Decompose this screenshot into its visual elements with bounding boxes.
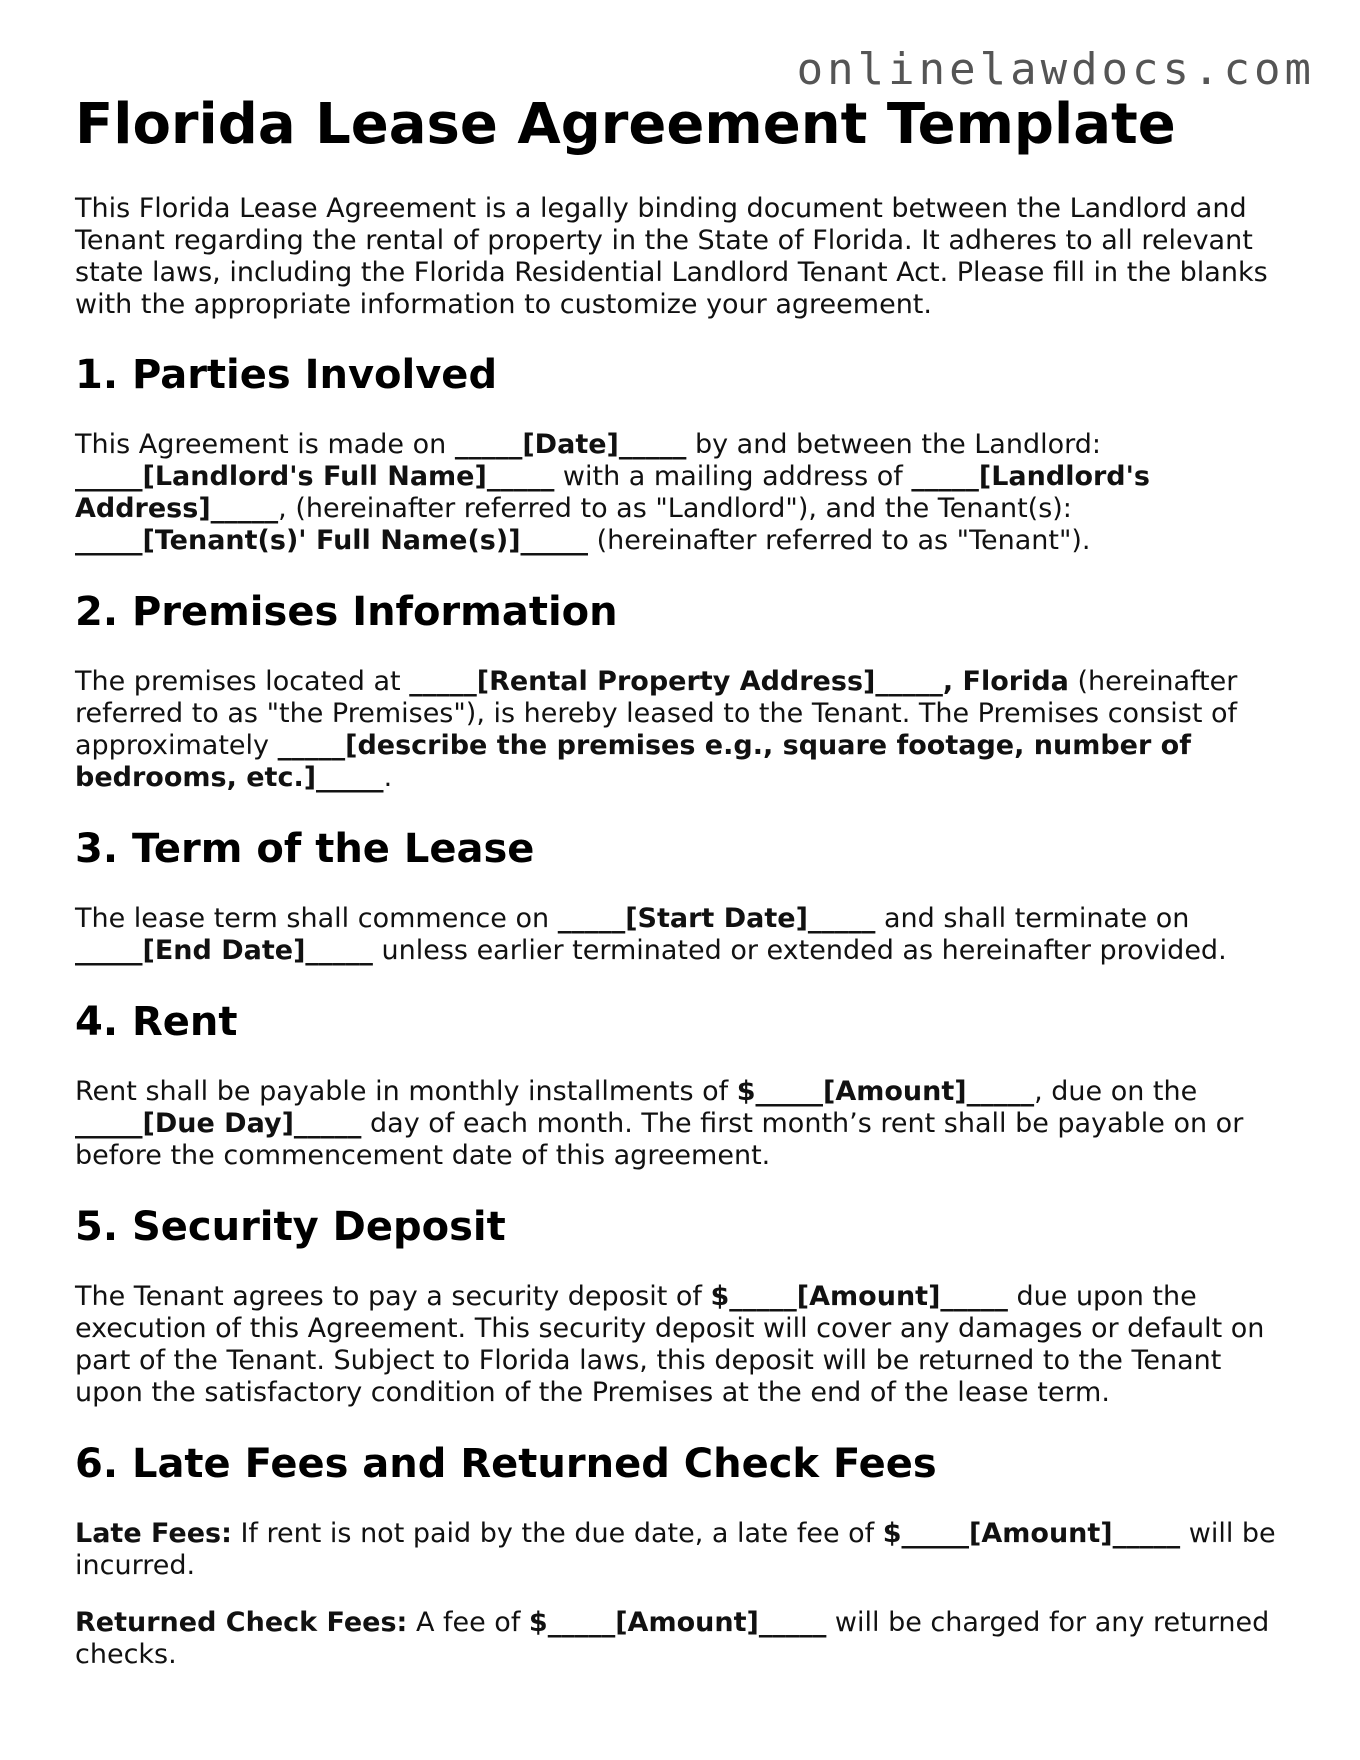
- returned-check-paragraph: [75, 1607, 1285, 1671]
- blank-rent-amount: $_____[Amount]_____: [736, 1076, 1035, 1107]
- section-heading: 5. Security Deposit: [75, 1204, 506, 1250]
- text-run: The Tenant agrees to pay a security deposit of: [75, 1281, 711, 1312]
- text-run: will be charged for any returned checks.: [75, 1607, 1270, 1670]
- text-run: with a mailing address of: [554, 461, 912, 492]
- text-run: day of each month. The first month’s rent shall be payable on or before the commencement date of this agreement.: [75, 1108, 1244, 1171]
- blank-premises-description: _____[describe the premises e.g., square footage, number of bedrooms, etc.]_____: [75, 730, 1191, 793]
- text-run: by and between the Landlord:: [686, 429, 1101, 460]
- text-run: , due on the: [1034, 1076, 1198, 1107]
- section-paragraph: [75, 666, 1285, 794]
- watermark: onlinelawdocs.com: [796, 44, 1315, 95]
- text-run: , (hereinafter referred to as "Landlord"), and the Tenant(s):: [278, 493, 1072, 524]
- section-rent: [75, 999, 1285, 1172]
- text-run: .: [383, 762, 393, 793]
- section-heading: 1. Parties Involved: [75, 352, 498, 398]
- section-heading: 3. Term of the Lease: [75, 826, 535, 872]
- text-run: (hereinafter referred to as "Tenant").: [588, 525, 1091, 556]
- section-fees: [75, 1441, 1285, 1671]
- text-run: If rent is not paid by the due date, a late fee of: [231, 1518, 883, 1549]
- text-run: due upon the execution of this Agreement. This security deposit will cover any damages or default on part of the Tenant. Subject to Florida laws, this deposit will be returned to the Tenant upon the satisfactory condition of the Premises at the end of the lease term.: [75, 1281, 1265, 1408]
- blank-tenant-names: _____[Tenant(s)' Full Name(s)]_____: [75, 525, 589, 556]
- text-run: Rent shall be payable in monthly installments of: [75, 1076, 737, 1107]
- section-premises: [75, 589, 1285, 794]
- text-run: unless earlier terminated or extended as hereinafter provided.: [372, 935, 1227, 966]
- text-run: will be incurred.: [75, 1518, 1276, 1581]
- section-paragraph: [75, 1281, 1285, 1409]
- section-heading: 6. Late Fees and Returned Check Fees: [75, 1441, 937, 1487]
- section-security-deposit: [75, 1204, 1285, 1409]
- late-fees-label: Late Fees:: [75, 1518, 232, 1549]
- section-heading: 2. Premises Information: [75, 589, 618, 635]
- blank-end-date: _____[End Date]_____: [75, 935, 373, 966]
- section-heading: 4. Rent: [75, 999, 238, 1045]
- blank-date: _____[Date]_____: [454, 429, 687, 460]
- text-run: A fee of: [407, 1607, 529, 1638]
- section-paragraph: [75, 903, 1285, 967]
- section-paragraph: [75, 1076, 1285, 1172]
- intro-paragraph: This Florida Lease Agreement is a legally binding document between the Landlord and Tenant regarding the rental of property in the State of Florida. It adheres to all relevant state laws, including the Florida Residential Landlord Tenant Act. Please fill in the blanks with the appropriate information to customize your agreement.: [75, 193, 1268, 320]
- blank-start-date: _____[Start Date]_____: [557, 903, 876, 934]
- section-paragraph: [75, 429, 1285, 557]
- text-run: This Agreement is made on: [75, 429, 455, 460]
- blank-due-day: _____[Due Day]_____: [75, 1108, 362, 1139]
- section-parties: [75, 352, 1285, 557]
- blank-landlord-name: _____[Landlord's Full Name]_____: [75, 461, 555, 492]
- text-run: and shall terminate on: [875, 903, 1190, 934]
- late-fees-paragraph: [75, 1518, 1285, 1582]
- document-body: [75, 193, 1285, 1703]
- page-title: Florida Lease Agreement Template: [75, 92, 1176, 157]
- blank-check-fee-amount: $_____[Amount]_____: [528, 1607, 827, 1638]
- text-run: (hereinafter referred to as "the Premises"), is hereby leased to the Tenant. The Premises consist of approximately: [75, 666, 1238, 761]
- returned-check-label: Returned Check Fees:: [75, 1607, 408, 1638]
- blank-property-address: _____[Rental Property Address]_____, Florida: [409, 666, 1069, 697]
- blank-deposit-amount: $_____[Amount]_____: [710, 1281, 1008, 1312]
- blank-late-fee-amount: $_____[Amount]_____: [882, 1518, 1181, 1549]
- text-run: The lease term shall commence on: [75, 903, 558, 934]
- text-run: The premises located at: [75, 666, 410, 697]
- blank-landlord-address: _____[Landlord's Address]_____: [75, 461, 1150, 524]
- section-term: [75, 826, 1285, 967]
